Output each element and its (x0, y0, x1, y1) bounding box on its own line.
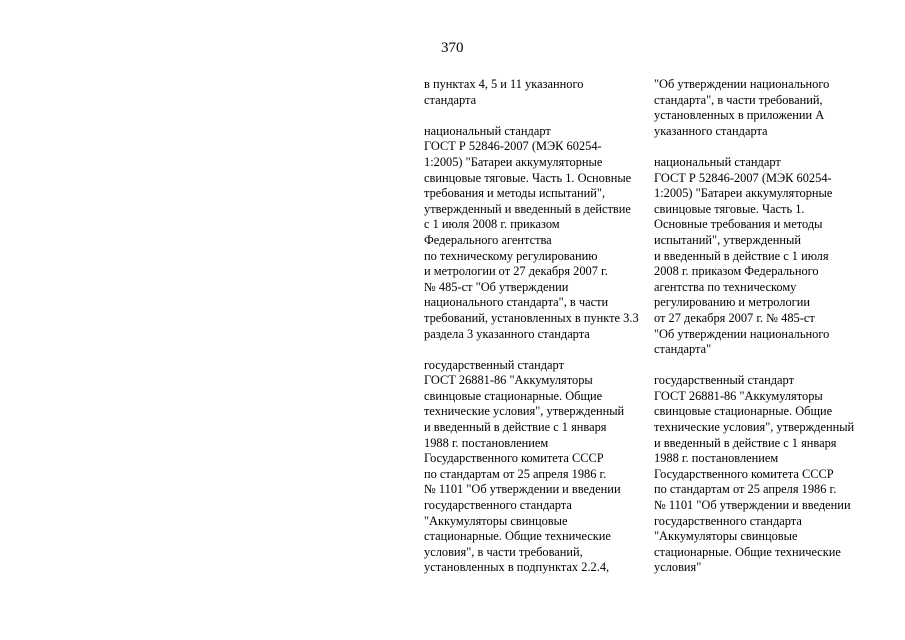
text-line: и введенный в действие с 1 января (654, 435, 837, 450)
text-line: 1988 г. постановлением (654, 451, 779, 466)
text-line: условия" (654, 560, 702, 575)
text-line: установленных в приложении А (654, 108, 825, 123)
right-block-1 (654, 77, 884, 139)
paragraph-gap (654, 139, 884, 155)
text-line: по стандартам от 25 апреля 1986 г. (424, 466, 607, 481)
text-line: условия", в части требований, (424, 544, 583, 559)
paragraph-gap (424, 108, 649, 124)
text-line: стандарта (424, 92, 477, 107)
text-line: "Аккумуляторы свинцовые (424, 513, 568, 528)
paragraph-gap (654, 358, 884, 374)
text-line: и введенный в действие с 1 января (424, 420, 607, 435)
text-line: государственный стандарт (424, 357, 564, 372)
text-line: государственного стандарта (654, 513, 802, 528)
text-line: раздела 3 указанного стандарта (424, 326, 590, 341)
text-line: "Об утверждении национального (654, 326, 830, 341)
text-line: установленных в подпунктах 2.2.4, (424, 560, 610, 575)
paragraph-gap (424, 342, 649, 358)
text-line: ГОСТ 26881-86 "Аккумуляторы (424, 373, 593, 388)
text-line: в пунктах 4, 5 и 11 указанного (424, 77, 584, 91)
text-line: стандарта" (654, 342, 712, 357)
text-line: Федерального агентства (424, 232, 552, 247)
right-column (654, 77, 884, 576)
text-line: № 485-ст "Об утверждении (424, 279, 569, 294)
text-line: "Аккумуляторы свинцовые (654, 529, 798, 544)
text-line: национальный стандарт (424, 123, 551, 138)
text-line: и введенный в действие с 1 июля (654, 248, 829, 263)
text-line: 1988 г. постановлением (424, 435, 549, 450)
text-line: № 1101 "Об утверждении и введении (424, 482, 621, 497)
text-line: 1:2005) "Батареи аккумуляторные (654, 186, 833, 201)
text-line: 1:2005) "Батареи аккумуляторные (424, 154, 603, 169)
text-line: утвержденный и введенный в действие (424, 201, 631, 216)
page-number: 370 (441, 40, 464, 56)
text-line: национальный стандарт (654, 154, 781, 169)
text-line: государственный стандарт (654, 373, 794, 388)
text-line: указанного стандарта (654, 123, 768, 138)
text-line: регулированию и метрологии (654, 295, 811, 310)
text-line: технические условия", утвержденный (424, 404, 625, 419)
text-line: 2008 г. приказом Федерального (654, 264, 819, 279)
text-line: ГОСТ Р 52846-2007 (МЭК 60254- (424, 139, 602, 154)
text-line: свинцовые стационарные. Общие (424, 388, 603, 403)
text-line: Основные требования и методы (654, 217, 823, 232)
left-block-1 (424, 77, 649, 108)
text-line: государственного стандарта (424, 498, 572, 513)
text-line: национального стандарта", в части (424, 295, 609, 310)
text-line: № 1101 "Об утверждении и введении (654, 498, 851, 513)
text-line: по стандартам от 25 апреля 1986 г. (654, 482, 837, 497)
left-block-3 (424, 358, 649, 576)
text-line: требований, установленных в пункте 3.3 (424, 310, 639, 325)
text-line: по техническому регулированию (424, 248, 598, 263)
text-line: свинцовые тяговые. Часть 1. Основные (424, 170, 632, 185)
text-line: с 1 июля 2008 г. приказом (424, 217, 560, 232)
text-line: технические условия", утвержденный (654, 420, 855, 435)
text-line: стандарта", в части требований, (654, 92, 823, 107)
text-line: ГОСТ Р 52846-2007 (МЭК 60254- (654, 170, 832, 185)
text-line: и метрологии от 27 декабря 2007 г. (424, 264, 608, 279)
text-line: требования и методы испытаний", (424, 186, 606, 201)
text-line: стационарные. Общие технические (654, 544, 841, 559)
text-line: ГОСТ 26881-86 "Аккумуляторы (654, 388, 823, 403)
right-block-3 (654, 373, 884, 576)
text-line: Государственного комитета СССР (424, 451, 604, 466)
text-line: агентства по техническому (654, 279, 797, 294)
text-line: Государственного комитета СССР (654, 466, 834, 481)
left-block-2 (424, 124, 649, 342)
text-line: от 27 декабря 2007 г. № 485-ст (654, 310, 815, 325)
text-line: стационарные. Общие технические (424, 529, 611, 544)
left-column (424, 77, 649, 576)
text-line: испытаний", утвержденный (654, 232, 801, 247)
right-block-2 (654, 155, 884, 358)
text-line: свинцовые стационарные. Общие (654, 404, 833, 419)
text-line: "Об утверждении национального (654, 77, 830, 91)
text-line: свинцовые тяговые. Часть 1. (654, 201, 805, 216)
